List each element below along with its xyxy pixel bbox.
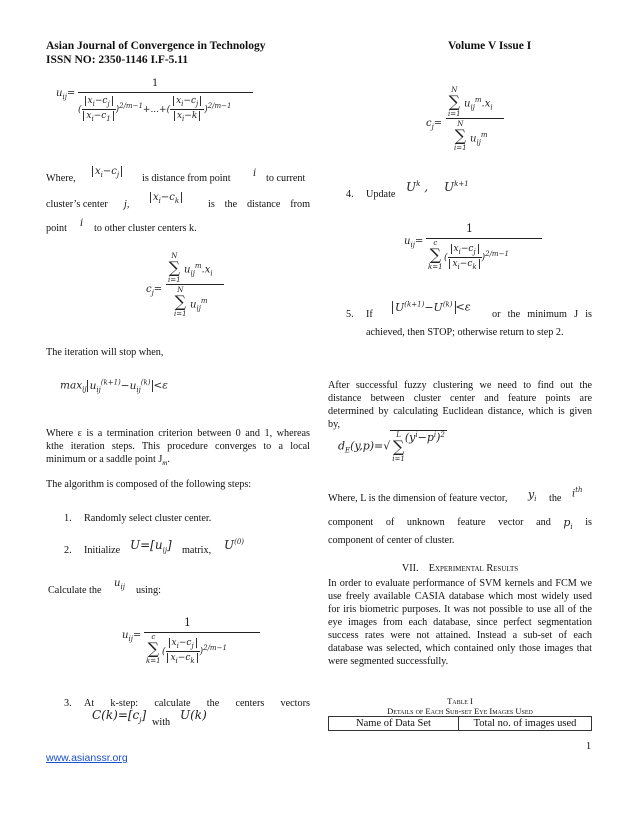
y-i-symbol: $y_i$ bbox=[528, 488, 537, 504]
algorithm-intro: The algorithm is composed of the following steps: bbox=[46, 479, 252, 490]
norm-xi-cj: $x_i-c_j$ bbox=[92, 166, 122, 179]
epsilon-paragraph: Where ε is a termination criterion between 0 and 1, whereas kthe iteration steps. This procedure converges to a local minimum or a saddle point $J_m$. bbox=[46, 428, 310, 468]
membership-update-formula: $u_{ij}=$ 1 c ∑ k=1 ( $\frac{x_i-c_j}{x_i-c_k}$ )$^{2/m-1}$ bbox=[404, 222, 544, 282]
u-k-symbol: U(k) bbox=[180, 708, 207, 722]
where-text-c: to current bbox=[266, 173, 306, 184]
step3-number: 3. bbox=[64, 698, 72, 709]
cluster-text-c: is the distance from bbox=[208, 199, 310, 210]
center-formula-right: $c_j=$ N ∑ i=1 $u_{ij}^m.x_i$ N ∑ i=1 $u_{ij}^m$ bbox=[426, 84, 506, 159]
where-L-text-j: component of center of cluster. bbox=[328, 535, 455, 546]
where-L-line2: component of unknown feature vector and $p_i$ is bbox=[328, 516, 592, 534]
table-header-cell: Name of Data Set bbox=[329, 717, 459, 731]
iteration-stop-text: The iteration will stop when, bbox=[46, 347, 164, 358]
calc-text-a: Calculate the bbox=[48, 585, 102, 596]
images-table bbox=[328, 716, 592, 731]
where-text-b: is distance from point bbox=[142, 173, 231, 184]
table-label: Table I bbox=[447, 696, 473, 706]
issn: ISSN NO: 2350-1146 I.F-5.11 bbox=[46, 54, 189, 66]
point-text-a: point bbox=[46, 223, 67, 234]
step2-text-a: Initialize bbox=[84, 545, 121, 556]
step3-with: with bbox=[152, 717, 171, 728]
table-caption: Details of Each Sub-set Eye Images Used bbox=[387, 706, 533, 716]
table-header-row bbox=[329, 717, 592, 731]
membership-sum-formula: $u_{ij}=$ 1 c ∑ k=1 ( $\frac{x_i-c_j}{x_i-c_k}$ )$^{2/m-1}$ bbox=[122, 616, 262, 676]
step5-text-c: achieved, then STOP; otherwise return to step 2. bbox=[366, 327, 564, 338]
table-header-cell: Total no. of images used bbox=[459, 717, 592, 731]
step4-number: 4. bbox=[346, 189, 354, 200]
u-zero: $U^{(0)}$ bbox=[224, 538, 245, 552]
stop-criterion: $\max_{ij} u_{ij}^{(k+1)}-u_{ij}^{(k)} <\varepsilon$ bbox=[60, 378, 168, 394]
where-L-text-a: Where, L is the dimension of feature vector, bbox=[328, 493, 508, 504]
step1-text: Randomly select cluster center. bbox=[84, 513, 212, 524]
step3-line: At k-step: calculate the centers vectors bbox=[84, 698, 310, 709]
euclidean-formula: $d_E(y,p)=√$ L ∑ i=1 (y i −p i ) 2 bbox=[338, 431, 445, 463]
i-th-symbol: $i^{th}$ bbox=[572, 486, 583, 500]
site-link[interactable]: www.asianssr.org bbox=[46, 752, 128, 764]
where-label: Where, bbox=[46, 173, 76, 184]
calc-text-b: using: bbox=[136, 585, 161, 596]
c-k-equals-cj: $C(k)=[c_j]$ bbox=[92, 708, 147, 725]
page-number: 1 bbox=[586, 741, 592, 752]
section-heading: VII. Experimental Results bbox=[401, 563, 519, 574]
step5-number: 5. bbox=[346, 309, 354, 320]
step2-number: 2. bbox=[64, 545, 72, 556]
section-paragraph: In order to evaluate performance of SVM kernels and FCM we use freely available CASIA database which most widely used for iris biometric purposes. It was not possible to use all of the eye images from each database, since perfect segmentation success rates were not attained. Instead a sub-set of each database was selected, which contained only those images that were segmented successfully. bbox=[328, 578, 592, 667]
center-formula: $c_j=$ N ∑ i=1 $u_{ij}^m.x_i$ N ∑ i=1 $u_{ij}^m$ bbox=[146, 250, 226, 325]
fcm-paragraph: After successful fuzzy clustering we need to find out the distance between cluster center and feature points are determined by calculating Euclidean distance, which is given by, bbox=[328, 380, 592, 430]
u-matrix-init: $U=[u_{ij}]$ bbox=[130, 538, 172, 555]
u-k: $U^k$ , bbox=[406, 180, 429, 194]
journal-title: Asian Journal of Convergence in Technology bbox=[46, 40, 266, 52]
step4-text: Update bbox=[366, 189, 396, 200]
step1-number: 1. bbox=[64, 513, 72, 524]
p-i-symbol: $p_i$ bbox=[563, 516, 573, 532]
where-L-text-b: the bbox=[549, 493, 562, 504]
symbol-i: i bbox=[253, 168, 257, 179]
cluster-text-b: j, bbox=[124, 199, 130, 210]
norm-xi-ck: $x_i-c_k$ bbox=[150, 192, 182, 205]
u-ij-symbol: $u_{ij}$ bbox=[114, 578, 125, 591]
cluster-text-a: cluster’s center bbox=[46, 199, 108, 210]
point-text-b: to other cluster centers k. bbox=[94, 223, 197, 234]
u-k-plus-1: $U^{k+1}$ bbox=[444, 180, 469, 194]
symbol-i-2: i bbox=[80, 218, 84, 229]
volume-issue: Volume V Issue I bbox=[448, 40, 532, 52]
step5-text-b: or the minimum J is bbox=[492, 309, 592, 320]
u-diff-criterion: $U^{(k+1)}-U^{(k)} <\varepsilon$ bbox=[392, 300, 471, 314]
step2-text-b: matrix, bbox=[182, 545, 212, 556]
step5-text-a: If bbox=[366, 309, 373, 320]
